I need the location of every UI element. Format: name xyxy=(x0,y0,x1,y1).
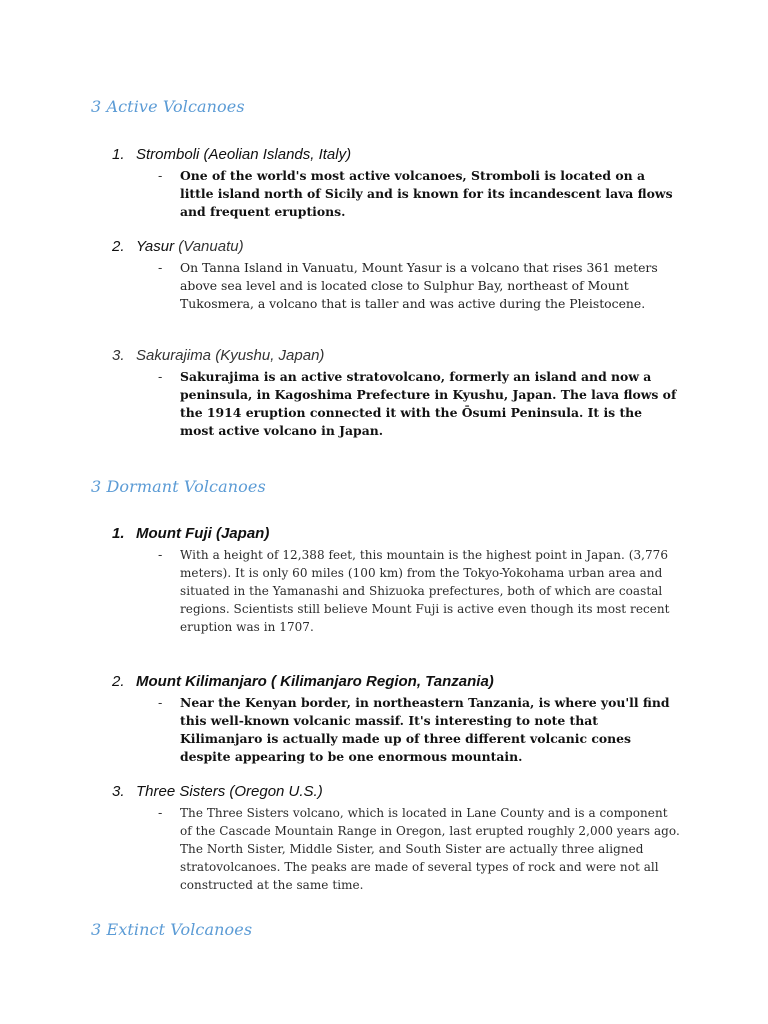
item-description: With a height of 12,388 feet, this mountain is the highest point in Japan. (3,776 meters). It is only 60 miles (100 km) from the Tokyo-Yokohama urban area and situated in the Yamanashi and Shizuoka prefectures, both of which are coastal regions. Scientists still believe Mount Fuji is active even though its most recent eruption was in 1707. xyxy=(180,548,670,634)
section-heading-extinct: 3 Extinct Volcanoes xyxy=(91,920,253,939)
item-description: Sakurajima is an active stratovolcano, formerly an island and now a peninsula, in Kagoshima Prefecture in Kyushu, Japan. The lava flows of the 1914 eruption connected it with the Ōsumi Peninsula. It is the most active volcano in Japan. xyxy=(180,369,677,438)
item-name-extra: (Vanuatu) xyxy=(178,238,244,255)
dash-bullet: - xyxy=(158,547,163,562)
item-number: 1. xyxy=(112,146,125,163)
item-title xyxy=(112,783,323,800)
item-number: 1. xyxy=(112,525,125,542)
item-title xyxy=(112,146,351,163)
item-title xyxy=(112,238,244,255)
dash-bullet: - xyxy=(158,168,163,183)
item-title xyxy=(112,673,494,690)
item-name: Yasur xyxy=(136,238,175,255)
dash-bullet: - xyxy=(158,260,163,275)
item-number: 3. xyxy=(112,783,125,800)
dash-bullet: - xyxy=(158,695,163,710)
dash-bullet: - xyxy=(158,369,163,384)
dash-bullet: - xyxy=(158,805,163,820)
item-number: 2. xyxy=(112,238,125,255)
item-name: Mount Fuji (Japan) xyxy=(136,525,270,542)
item-name: Stromboli (Aeolian Islands, Italy) xyxy=(136,146,352,163)
item-title xyxy=(112,525,269,542)
item-name: Mount Kilimanjaro ( Kilimanjaro Region, Tanzania) xyxy=(136,673,494,690)
section-heading-active: 3 Active Volcanoes xyxy=(91,97,245,116)
section-heading-dormant: 3 Dormant Volcanoes xyxy=(91,477,266,496)
item-title xyxy=(112,347,324,364)
item-description: Near the Kenyan border, in northeastern Tanzania, is where you'll find this well-known volcanic massif. It's interesting to note that Kilimanjaro is actually made up of three different volcanic cones despite appearing to be one enormous mountain. xyxy=(180,695,670,764)
item-number: 2. xyxy=(112,673,125,690)
item-description: The Three Sisters volcano, which is located in Lane County and is a component of the Cascade Mountain Range in Oregon, last erupted roughly 2,000 years ago. The North Sister, Middle Sister, and South Sister are actually three aligned stratovolcanoes. The peaks are made of several types of rock and were not all constructed at the same time. xyxy=(180,806,680,892)
item-name: Three Sisters (Oregon U.S.) xyxy=(136,783,323,800)
item-number: 3. xyxy=(112,347,125,364)
item-name: Sakurajima (Kyushu, Japan) xyxy=(136,347,325,364)
item-description: One of the world's most active volcanoes, Stromboli is located on a little island north of Sicily and is known for its incandescent lava flows and frequent eruptions. xyxy=(180,168,673,219)
item-description: On Tanna Island in Vanuatu, Mount Yasur is a volcano that rises 361 meters above sea level and is located close to Sulphur Bay, northeast of Mount Tukosmera, a volcano that is taller and was active during the Pleistocene. xyxy=(180,260,658,311)
